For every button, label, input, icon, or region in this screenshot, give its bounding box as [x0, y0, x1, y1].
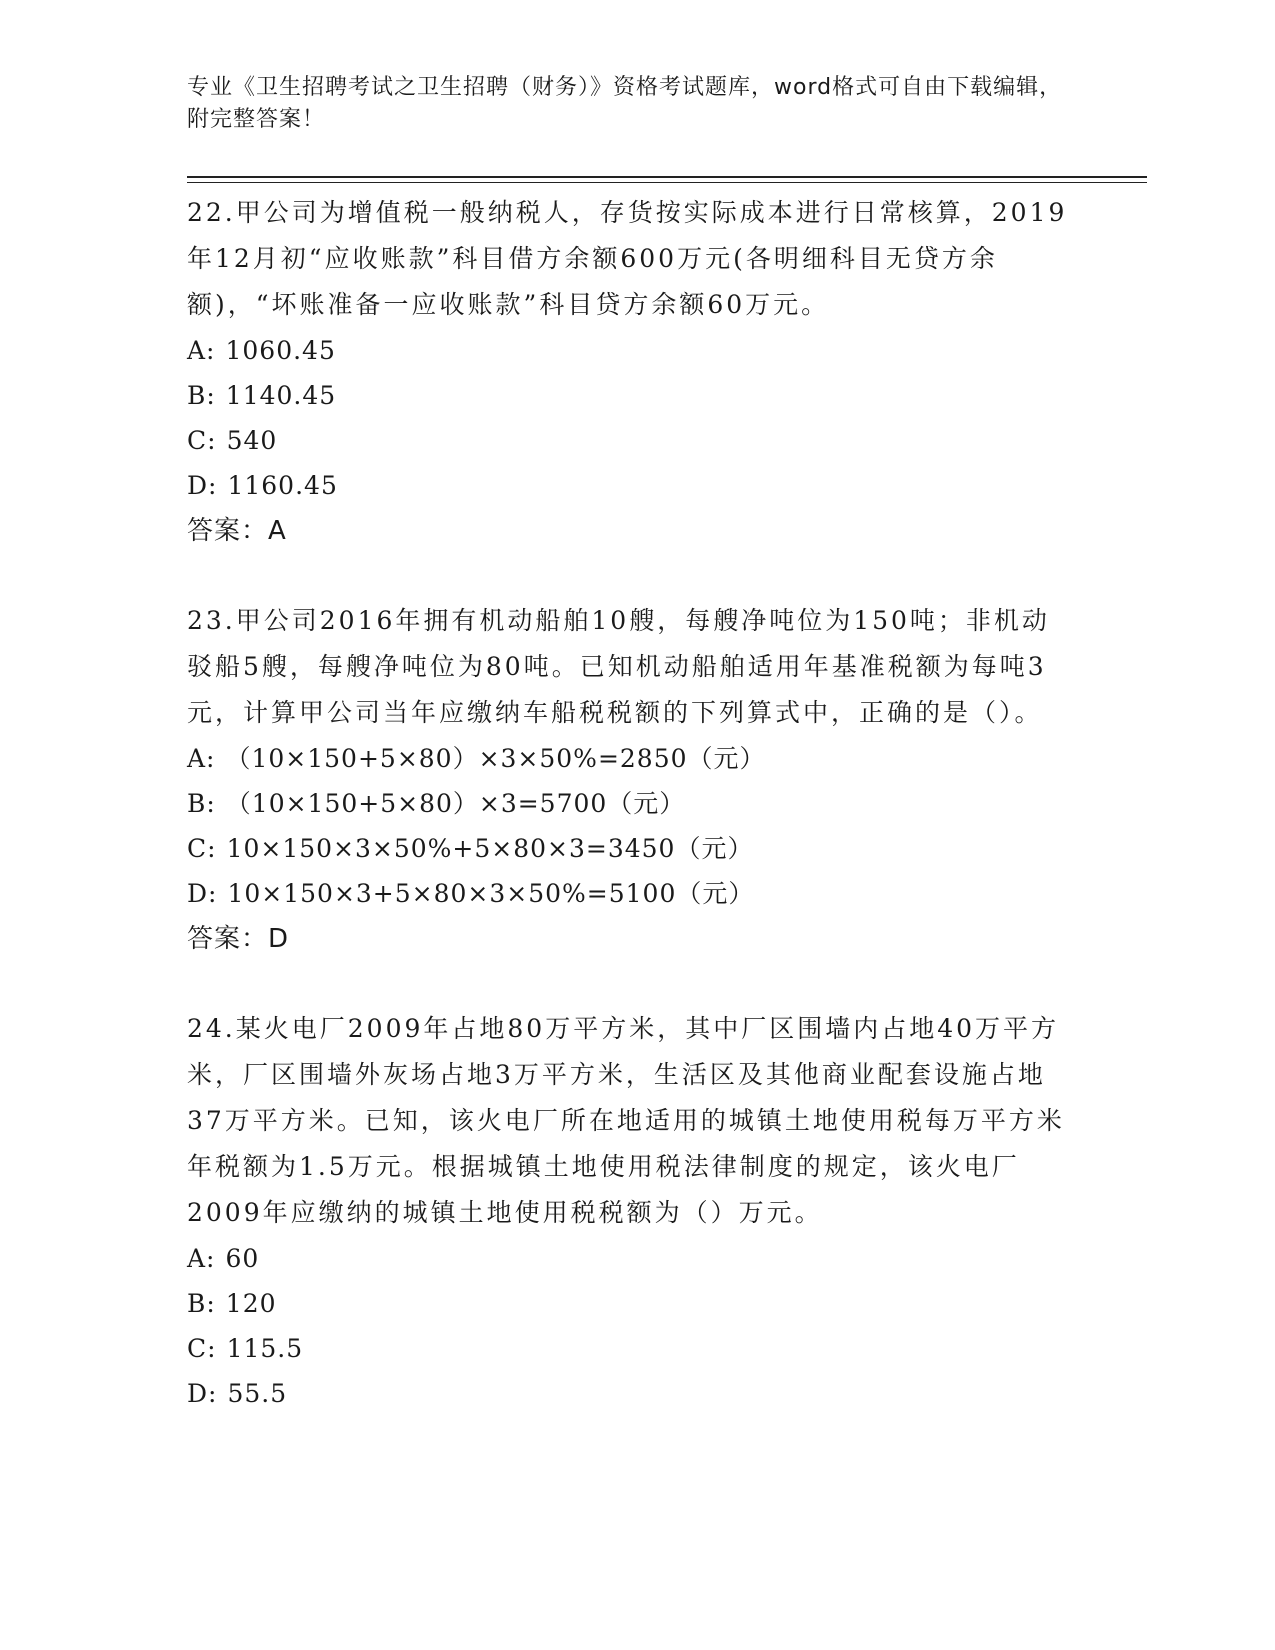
option-a	[187, 1236, 1077, 1281]
document-header	[187, 72, 1067, 136]
option-c	[187, 1326, 1077, 1371]
question-22	[187, 190, 1077, 554]
option-d	[187, 463, 1077, 508]
question-24	[187, 1006, 1077, 1416]
answer-label: 答案：D	[187, 924, 290, 954]
option-c	[187, 418, 1077, 463]
option-letter: C:	[187, 426, 217, 455]
option-c	[187, 826, 1077, 871]
question-list	[187, 190, 1077, 1460]
option-letter: D:	[187, 1379, 218, 1408]
option-d	[187, 871, 1077, 916]
option-b	[187, 1281, 1077, 1326]
option-letter: A:	[187, 1244, 216, 1273]
option-text: 120	[225, 1289, 277, 1318]
option-text: 1140.45	[225, 381, 337, 410]
option-letter: B:	[187, 789, 216, 818]
option-text: 540	[226, 426, 278, 455]
option-letter: D:	[187, 879, 218, 908]
option-letter: B:	[187, 1289, 216, 1318]
option-b	[187, 781, 1077, 826]
option-text: 10×150×3×50%+5×80×3=3450（元）	[226, 834, 754, 863]
option-letter: A:	[187, 336, 216, 365]
header-divider-thick	[187, 176, 1147, 178]
option-text: 10×150×3+5×80×3×50%=5100（元）	[227, 879, 755, 908]
option-b	[187, 373, 1077, 418]
option-letter: C:	[187, 1334, 217, 1363]
question-stem: 23.甲公司2016年拥有机动船舶10艘，每艘净吨位为150吨；非机动驳船5艘，每艘净吨位为80吨。已知机动船舶适用年基准税额为每吨3元，计算甲公司当年应缴纳车船税税额的下列算式中，正确的是（）。	[187, 606, 1050, 727]
option-text: 55.5	[227, 1379, 288, 1408]
option-a	[187, 736, 1077, 781]
option-text: （10×150+5×80）×3×50%=2850（元）	[225, 744, 766, 773]
option-letter: C:	[187, 834, 217, 863]
header-intro-text: 专业《卫生招聘考试之卫生招聘（财务）》资格考试题库，word格式可自由下载编辑，附完整答案！	[187, 75, 1063, 132]
option-text: （10×150+5×80）×3=5700（元）	[225, 789, 686, 818]
question-stem: 22.甲公司为增值税一般纳税人，存货按实际成本进行日常核算，2019年12月初“应收账款”科目借方余额600万元(各明细科目无贷方余额)，“坏账准备一应收账款”科目贷方余额60万元。	[187, 198, 1068, 319]
option-text: 1060.45	[225, 336, 336, 365]
question-23	[187, 598, 1077, 962]
question-stem: 24.某火电厂2009年占地80万平方米，其中厂区围墙内占地40万平方米，厂区围墙外灰场占地3万平方米，生活区及其他商业配套设施占地37万平方米。已知，该火电厂所在地适用的城镇土地使用税每万平方米年税额为1.5万元。根据城镇土地使用税法律制度的规定，该火电厂2009年应缴纳的城镇土地使用税税额为（）万元。	[187, 1014, 1065, 1227]
answer-label: 答案：A	[187, 516, 287, 546]
option-text: 1160.45	[227, 471, 338, 500]
header-divider-thin	[187, 182, 1147, 183]
option-letter: B:	[187, 381, 216, 410]
option-d	[187, 1371, 1077, 1416]
option-letter: A:	[187, 744, 216, 773]
option-letter: D:	[187, 471, 218, 500]
option-a	[187, 328, 1077, 373]
option-text: 115.5	[226, 1334, 304, 1363]
option-text: 60	[225, 1244, 260, 1273]
